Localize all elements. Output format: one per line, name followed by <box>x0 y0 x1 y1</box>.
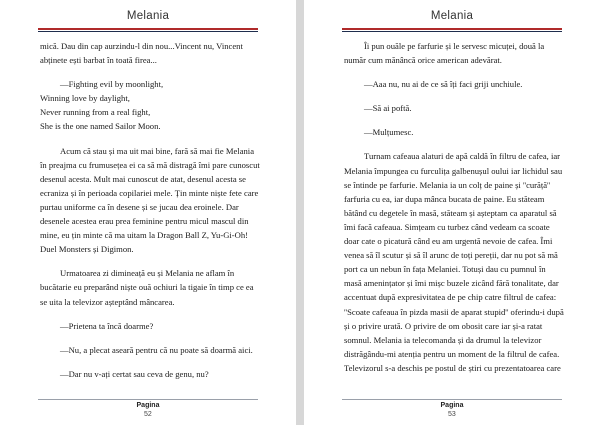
header-rule-navy <box>342 31 562 32</box>
right-page <box>304 0 600 425</box>
lyric-line: She is the one named Sailor Moon. <box>40 121 161 132</box>
dialogue-line: —Aaa nu, nu ai de ce să îți faci griji unchiule. <box>364 79 523 90</box>
paragraph: Turnam cafeaua alaturi de apă caldă în filtru de cafea, iar Melania împungea cu furculița galbenușul oului iar lichidul sau se întinde pe farfurie. Melania ia un colț de paine și ''curăță'' farfuria cu ea, iar dupa mânca bucata de paine. Eu stăteam bătând cu degetele în masă, stăteam și așteptam ca aparatul să îmi facă cafeaua. Simțeam cu turbez când vedeam ca scoate doar cate o picatură când eu am urgentă nevoie de cafea. Îmi venea să îl scutur și să îl arunc de toți pereții, dar nu pot să mă port ca un nebun în fața Melaniei. Totuși dau cu pumnul în masă amenințator și îmi mișc buzele zicând fără tonalitate, dar accentuat după expresivitatea de pe chip catre filtrul de cafea: ''Scoate cafeaua în pizda masii de aparat stupid'' oferindu-i după și o privire urată. O privire de om obosit care iar și-a ratat somnul. Melania ia telecomanda și da drumul la televizor distrăgându-mi atenția pentru un moment de la filtrul de cafea. Televizorul s-a deschis pe postul de știri cu prezentatoarea care <box>344 151 564 373</box>
dialogue-line: —Dar nu v-ați certat sau ceva de genu, nu? <box>60 368 209 379</box>
header-rule-red <box>38 28 258 30</box>
footer-rule <box>342 399 562 400</box>
dialogue-line: —Nu, a plecat aseară pentru că nu poate să doarmă aici. <box>60 344 253 355</box>
lyric-line: —Fighting evil by moonlight, <box>60 79 164 90</box>
dialogue-line: —Mulțumesc. <box>364 127 414 138</box>
lyric-line: Never running from a real fight, <box>40 107 151 118</box>
footer-rule <box>38 399 258 400</box>
header-rule-navy <box>38 31 258 32</box>
header-title: Melania <box>126 10 170 22</box>
page-number: 52 <box>144 411 152 418</box>
lyric-line: Winning love by daylight, <box>40 93 130 104</box>
paragraph: mică. Dau din cap aurzindu-l din nou...Vincent nu, Vincent abținete ești barbat în toată firea... <box>40 41 243 66</box>
header-rule-red <box>342 28 562 30</box>
page-number: 53 <box>448 411 456 418</box>
paragraph: Acum că stau și ma uit mai bine, fară să mai fie Melania în preajma cu frumusețea ei ca să mă distragă îmi pare cunoscut desenul acesta. Mult mai cunoscut de atat, desenul acesta se ecraniza și în perioada copilariei mele. Țin minte niște fete care purtau uniforme ca în desene și se jucau dea eroinele. Dar desenele acestea erau prea feminine pentru micul mascul din mine, eu țin minte că ma uitam la Dragon Ball Z, Yu-Gi-Oh! Duel Monsters și Digimon. <box>40 145 260 255</box>
body-text <box>40 39 260 381</box>
dialogue-line: —Să ai poftă. <box>364 103 412 114</box>
paragraph: Îi pun ouăle pe farfurie și le servesc micuței, două la număr cum mănâncă orice american adevărat. <box>344 41 545 66</box>
paragraph: Urmatoarea zi dimineață eu și Melania ne aflam în bucătarie eu preparând niște ouă ochiuri la tigaie în timp ce ea se uita la televizor așteptând mâncarea. <box>40 268 254 307</box>
book-gutter <box>296 0 304 425</box>
footer-label: Pagina <box>136 402 160 409</box>
left-page <box>0 0 296 425</box>
footer-label: Pagina <box>440 402 464 409</box>
dialogue-line: —Prietena ta încă doarme? <box>60 320 154 331</box>
body-text <box>344 39 564 375</box>
header-title: Melania <box>430 10 474 22</box>
